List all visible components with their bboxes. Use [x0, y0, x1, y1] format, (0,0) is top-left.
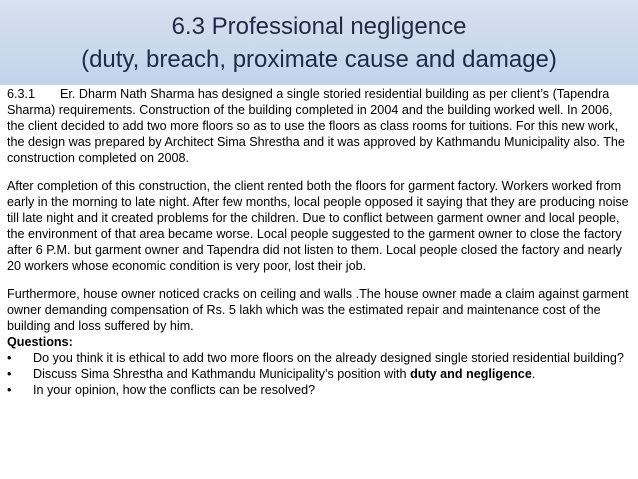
- paragraph-case-description: [7, 86, 633, 166]
- questions-list: [7, 350, 633, 398]
- slide-title: [0, 10, 638, 76]
- bullet-icon: •: [7, 367, 12, 381]
- title-line-2: (duty, breach, proximate cause and damage): [81, 46, 557, 73]
- question-1-text: Do you think it is ethical to add two more floors on the already designed single storied residential building?: [33, 351, 624, 365]
- title-line-1: 6.3 Professional negligence: [171, 13, 467, 40]
- paragraph-number: 6.3.1: [7, 87, 36, 101]
- bullet-icon: •: [7, 351, 12, 365]
- paragraph-compensation-claim: Furthermore, house owner noticed cracks on ceiling and walls .The house owner made a claim against garment owner demanding compensation of Rs. 5 lakh which was the estimated repair and maintenance cost of the building and loss suffered by him.: [7, 287, 629, 333]
- question-2-emphasis: duty and negligence: [410, 367, 532, 381]
- bullet-icon: •: [7, 383, 12, 397]
- paragraph-1-text: Er. Dharm Nath Sharma has designed a single storied residential building as per client’s (Tapendra Sharma) requirements. Construction of the building completed in 2004 and the building worked well. In 2006, the client decided to add two more floors so as to use the floors as class rooms for tuitions. For this new work, the design was prepared by Architect Sima Shrestha and it was approved by Kathmandu Municipality also. The construction completed on 2008.: [7, 87, 625, 165]
- paragraph-garment-factory: After completion of this construction, the client rented both the floors for garment factory. Workers worked from early in the morning to late night. After few months, local people opposed it saying that they are producing noise till late night and it created problems for the children. Due to conflict between garment owner and local people, the environment of that area became worse. Local people suggested to the garment owner to close the factory after 6 P.M. but garment owner and Tapendra did not listen to them. Local people closed the factory and nearly 20 workers whose economic condition is very poor, lost their job.: [7, 179, 629, 273]
- question-2-text-end: .: [531, 367, 536, 381]
- question-item-1: [7, 350, 633, 366]
- questions-heading: Questions:: [7, 335, 73, 349]
- question-2-text: [33, 367, 535, 381]
- question-2-text-start: Discuss Sima Shrestha and Kathmandu Municipality’s position with: [33, 367, 411, 381]
- question-item-2: [7, 366, 633, 382]
- slide-body: [7, 86, 633, 398]
- question-3-text: In your opinion, how the conflicts can be resolved?: [33, 383, 316, 397]
- question-item-3: [7, 382, 633, 398]
